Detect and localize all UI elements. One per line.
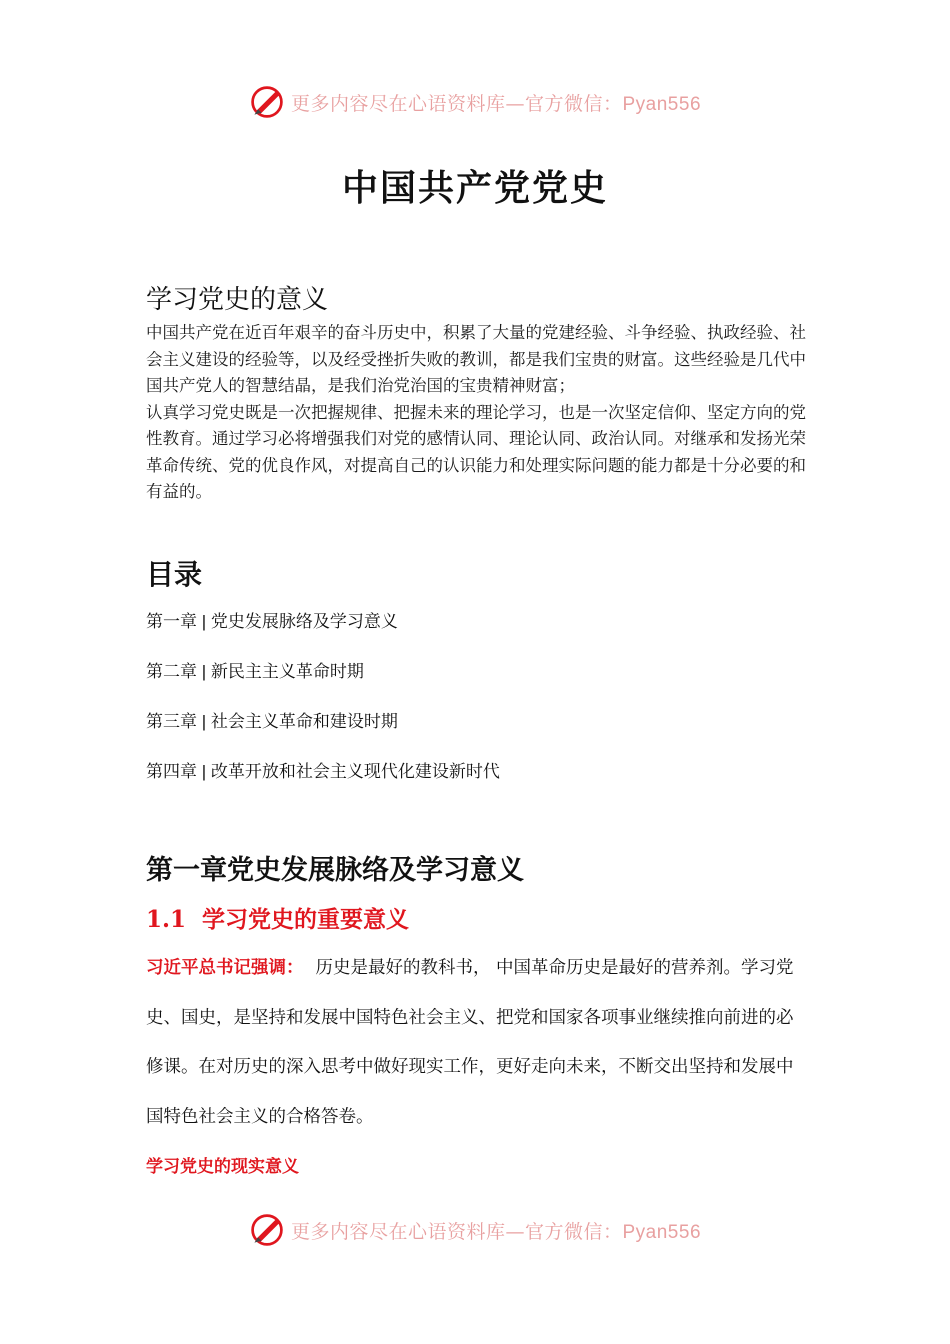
banner-text: 更多内容尽在心语资料库—官方微信：Pyan556	[290, 92, 702, 115]
significance-paragraph: 中国共产党在近百年艰辛的奋斗历史中，积累了大量的党建经验、斗争经验、执政经验、社会主义建设的经验等，以及经受挫折失败的教训，都是我们宝贵的财富。这些经验是几代中国共产党人的智慧结晶，是我们治党治国的宝贵精神财富；	[146, 323, 806, 395]
significance-paragraph: 认真学习党史既是一次把握规律、把握未来的理论学习，也是一次坚定信仰、坚定方向的党性教育。通过学习必将增强我们对党的感情认同、理论认同、政治认同。对继承和发扬光荣革命传统、党的优良作风，对提高自己的认识能力和处理实际问题的能力都是十分必要的和有益的。	[146, 402, 806, 501]
quote-lead: 习近平总书记强调：	[146, 958, 304, 978]
xi-quote-paragraph	[146, 944, 806, 1142]
pen-logo-icon	[249, 84, 285, 120]
significance-body	[146, 320, 806, 506]
section-number: 1.1	[146, 906, 187, 933]
toc-item-chapter-3[interactable]: 第三章 | 社会主义革命和建设时期	[146, 712, 398, 731]
quote-text: 历史是最好的教科书， 中国革命历史是最好的营养剂。学习党史、国史，是坚持和发展中国特色社会主义、把党和国家各项事业继续推向前进的必修课。在对历史的深入思考中做好现实工作，更好走向未来，不断交出坚持和发展中国特色社会主义的合格答卷。	[146, 958, 794, 1127]
section-1-1-title	[146, 901, 409, 934]
section-title-text: 学习党史的重要意义	[202, 907, 410, 933]
significance-heading: 学习党史的意义	[146, 285, 329, 315]
banner-text: 更多内容尽在心语资料库—官方微信：Pyan556	[290, 1220, 702, 1243]
pen-logo-icon	[249, 1212, 285, 1248]
toc-item-chapter-1[interactable]: 第一章 | 党史发展脉络及学习意义	[146, 612, 398, 631]
document-title: 中国共产党党史	[341, 168, 608, 209]
toc-item-chapter-4[interactable]: 第四章 | 改革开放和社会主义现代化建设新时代	[146, 762, 500, 781]
chapter-1-title: 第一章党史发展脉络及学习意义	[146, 855, 524, 886]
header-banner	[0, 80, 950, 124]
practical-significance-heading: 学习党史的现实意义	[146, 1157, 299, 1177]
toc-heading: 目录	[146, 558, 203, 591]
toc-item-chapter-2[interactable]: 第二章 | 新民主主义革命时期	[146, 662, 364, 681]
footer-banner	[0, 1208, 950, 1252]
